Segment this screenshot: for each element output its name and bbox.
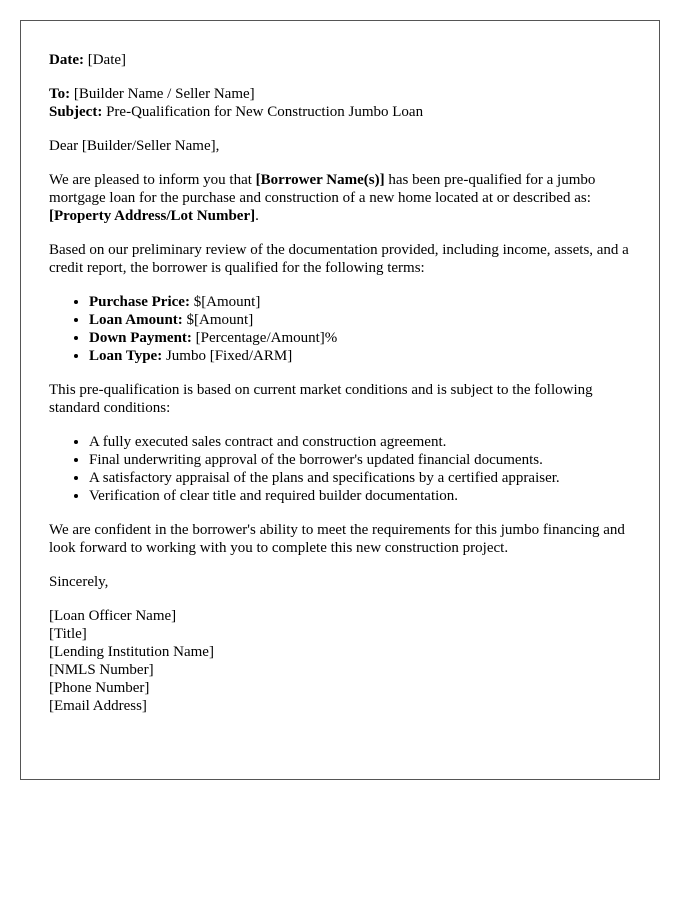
intro-text-middle: has been pre-qualified for a jumbo mortgage loan for the purchase and construction of a new home located at or described as: <box>49 172 596 206</box>
term-label: Purchase Price: <box>89 294 190 310</box>
closing-paragraph: We are confident in the borrower's ability to meet the requirements for this jumbo financing and look forward to working with you to complete this new construction project. <box>49 522 625 556</box>
signature-nmls-number: [NMLS Number] <box>49 662 154 678</box>
intro-paragraph <box>49 171 631 225</box>
condition-item: • Verification of clear title and required builder documentation. <box>89 487 631 505</box>
salutation: Dear [Builder/Seller Name], <box>49 138 220 154</box>
terms-list <box>49 293 631 365</box>
subject-line <box>49 103 631 121</box>
letter-page <box>20 20 660 780</box>
term-label: Loan Type: <box>89 348 163 364</box>
term-value: $[Amount] <box>182 312 254 328</box>
term-value: $[Amount] <box>189 294 261 310</box>
intro-text-after: . <box>255 208 259 224</box>
signature-block <box>49 607 631 715</box>
term-value: [Percentage/Amount]% <box>191 330 338 346</box>
borrower-name-placeholder: [Borrower Name(s)] <box>255 172 385 188</box>
condition-item: • A fully executed sales contract and construction agreement. <box>89 433 631 451</box>
signature-loan-officer-name: [Loan Officer Name] <box>49 608 177 624</box>
to-line <box>49 85 631 103</box>
subject-value: Pre-Qualification for New Construction Jumbo Loan <box>102 104 424 120</box>
term-item-down-payment <box>89 329 631 347</box>
review-paragraph: Based on our preliminary review of the documentation provided, including income, assets, and a credit report, the borrower is qualified for the following terms: <box>49 242 629 276</box>
term-item-purchase-price <box>89 293 631 311</box>
signature-institution-name: [Lending Institution Name] <box>49 644 214 660</box>
addressing-block <box>49 85 631 121</box>
property-address-placeholder: [Property Address/Lot Number] <box>49 208 256 224</box>
intro-text-before: We are pleased to inform you that <box>49 172 256 188</box>
conditions-intro-paragraph: This pre-qualification is based on current market conditions and is subject to the following standard conditions: <box>49 382 593 416</box>
term-label: Loan Amount: <box>89 312 183 328</box>
conditions-list <box>49 433 631 505</box>
term-item-loan-type <box>89 347 631 365</box>
term-value: Jumbo [Fixed/ARM] <box>162 348 293 364</box>
signoff: Sincerely, <box>49 574 109 590</box>
date-line <box>49 51 631 69</box>
date-label: Date: <box>49 52 84 68</box>
date-value: [Date] <box>83 52 127 68</box>
signature-phone-number: [Phone Number] <box>49 680 150 696</box>
term-item-loan-amount <box>89 311 631 329</box>
condition-item: • A satisfactory appraisal of the plans and specifications by a certified appraiser. <box>89 469 631 487</box>
condition-item: • Final underwriting approval of the borrower's updated financial documents. <box>89 451 631 469</box>
to-label: To: <box>49 86 71 102</box>
subject-label: Subject: <box>49 104 103 120</box>
term-label: Down Payment: <box>89 330 192 346</box>
signature-title: [Title] <box>49 626 87 642</box>
signature-email-address: [Email Address] <box>49 698 147 714</box>
to-value: [Builder Name / Seller Name] <box>70 86 255 102</box>
